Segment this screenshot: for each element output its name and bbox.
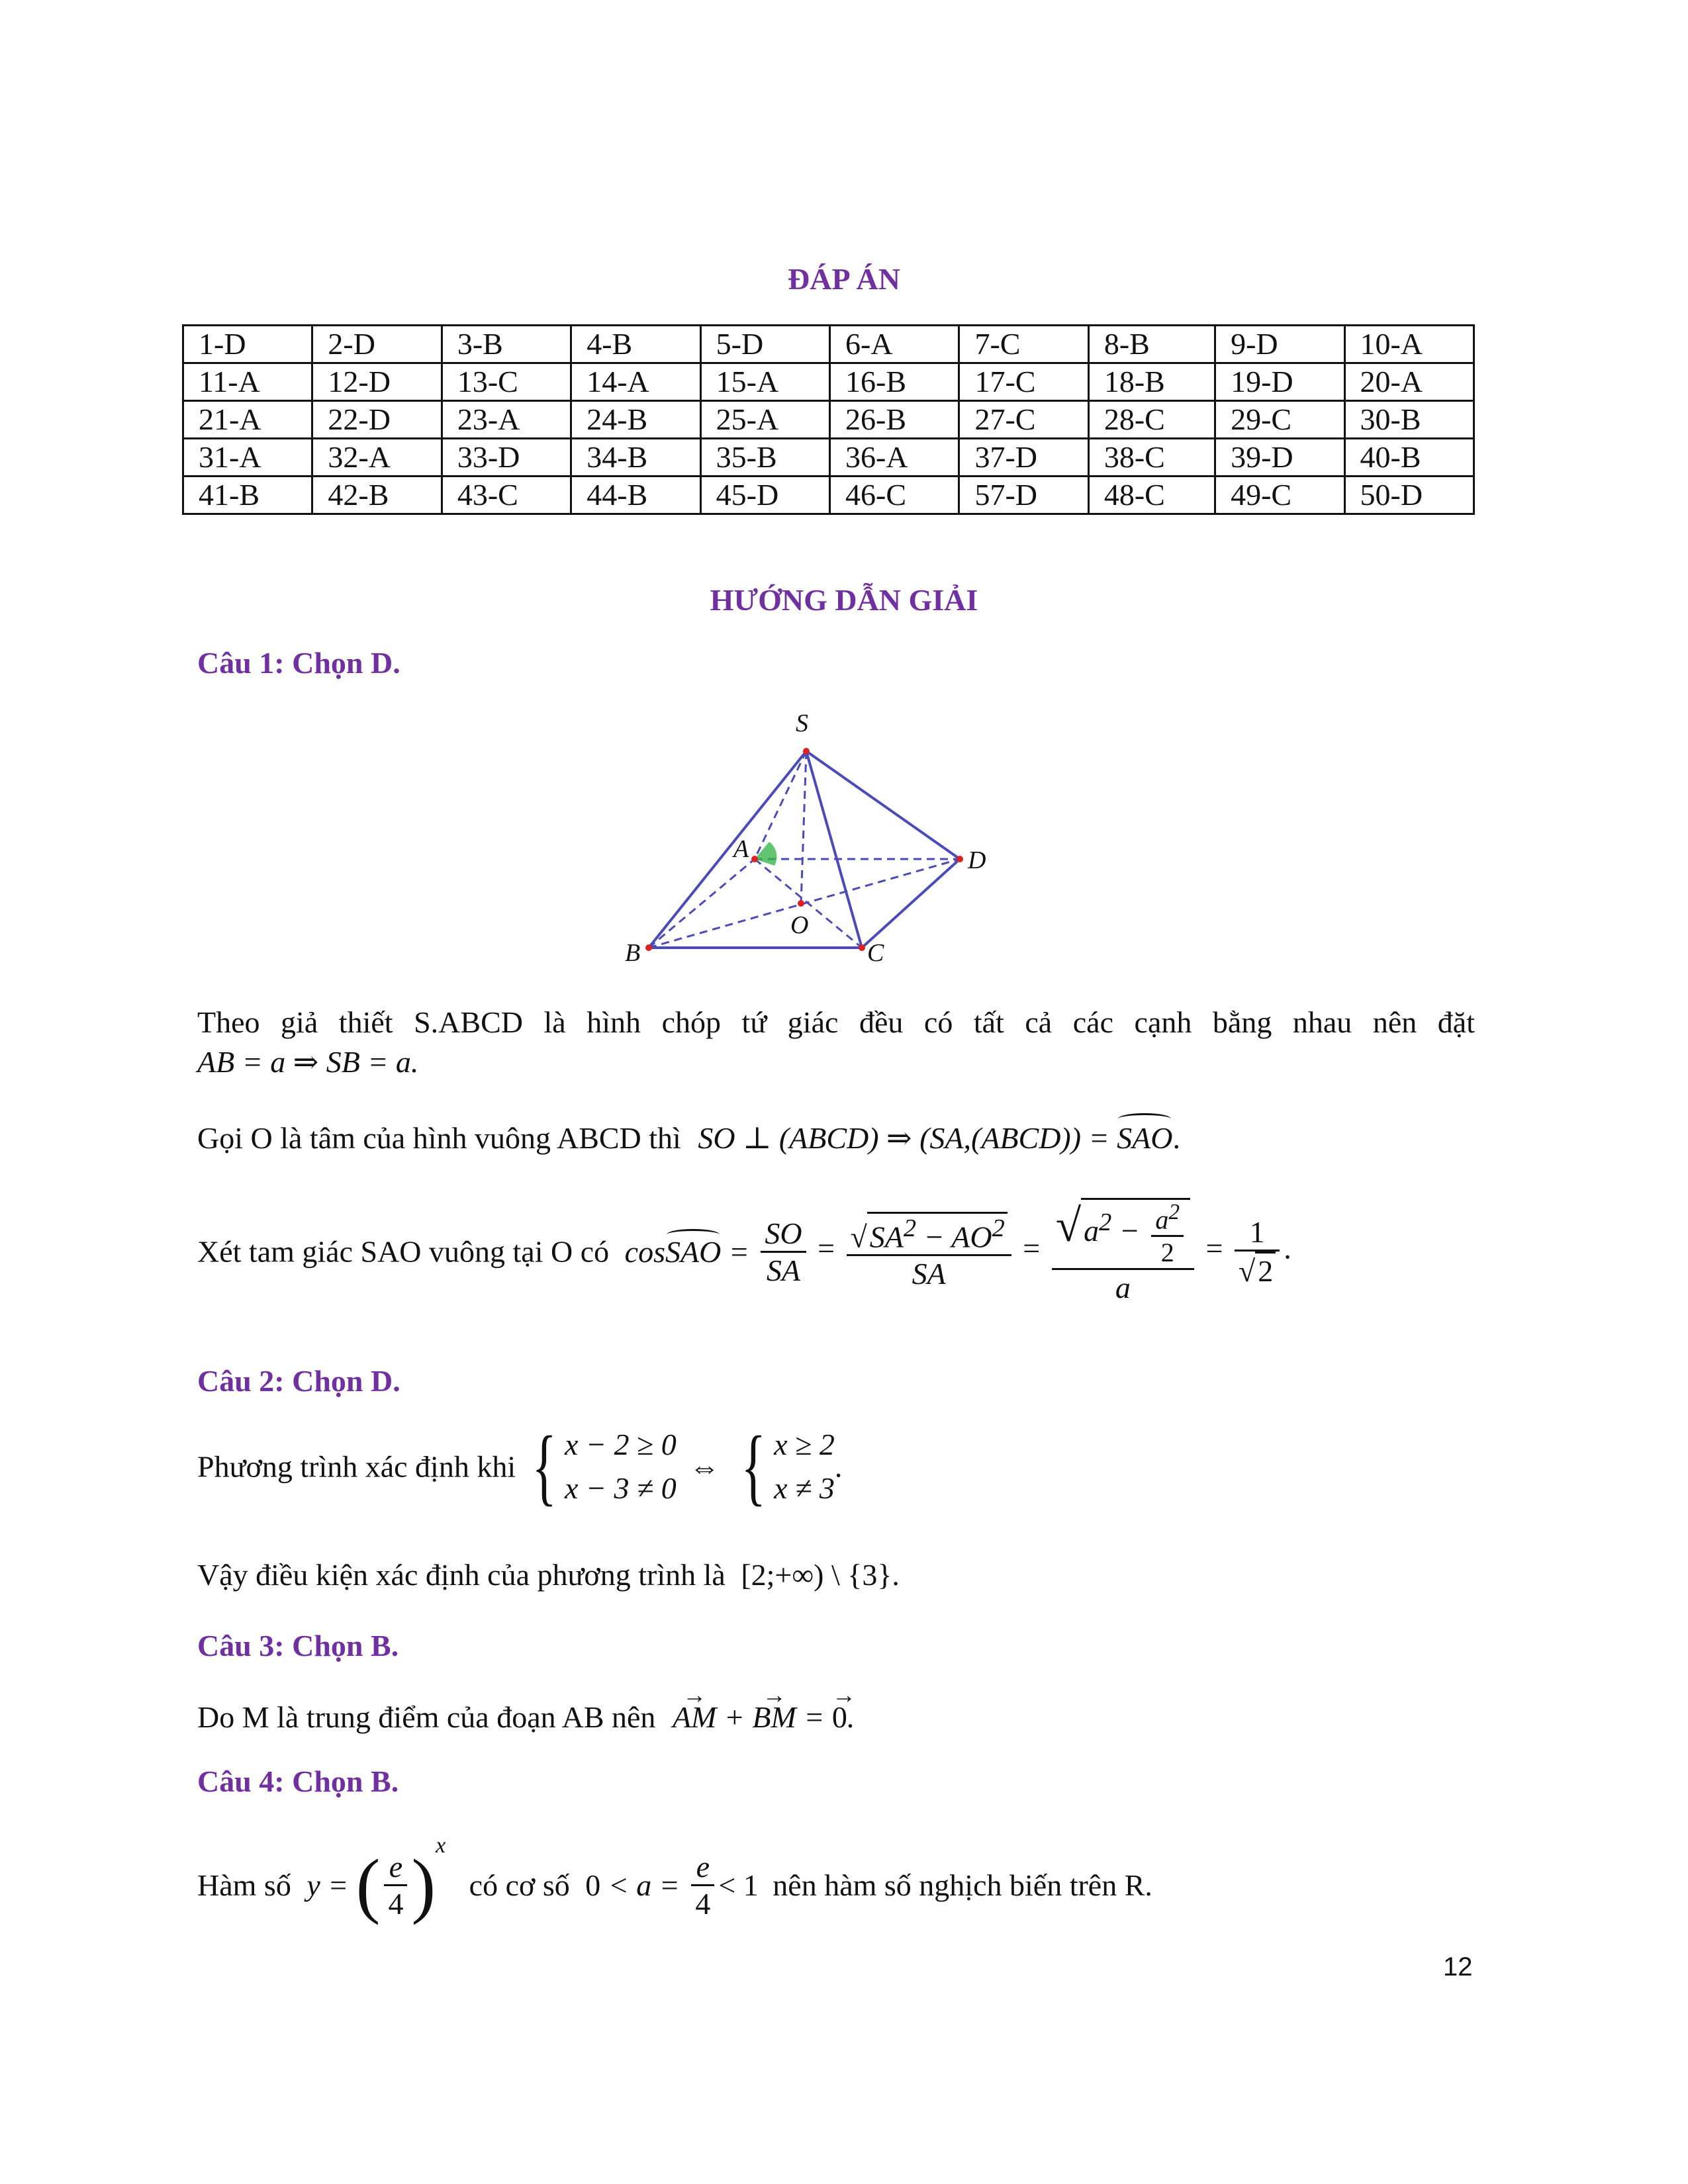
answer-cell: 23-A — [442, 401, 571, 439]
answer-cell: 48-C — [1088, 477, 1215, 514]
answer-cell: 22-D — [312, 401, 442, 439]
answer-cell: 44-B — [571, 477, 700, 514]
answer-row — [183, 477, 1474, 514]
q1-p3-text: Xét tam giác SAO vuông tại O có — [197, 1234, 610, 1269]
answer-cell: 45-D — [700, 477, 829, 514]
answer-cell: 27-C — [959, 401, 1088, 439]
answer-cell: 16-B — [830, 363, 959, 401]
q1-paragraph-1: Theo giả thiết S.ABCD là hình chóp tứ giác đều có tất cả các cạnh bằng nhau nên đặt — [197, 1005, 1475, 1039]
answer-cell: 24-B — [571, 401, 700, 439]
answer-cell: 35-B — [700, 439, 829, 477]
answer-row — [183, 363, 1474, 401]
answer-cell: 8-B — [1088, 326, 1215, 363]
answer-cell: 49-C — [1215, 477, 1344, 514]
q1-p2-text: Gọi O là tâm của hình vuông ABCD thì — [197, 1121, 681, 1155]
q4-paragraph-1: Hàm số y = ( $\frac{e}{4}$ )$^x$ có cơ số 0 < a = $\frac{e}{4}$ < 1 nên hàm số nghịch biến trên R. — [197, 1833, 1152, 1925]
answer-cell: 9-D — [1215, 326, 1344, 363]
answer-cell: 29-C — [1215, 401, 1344, 439]
label-s: S — [796, 709, 808, 737]
q1-math-1: AB = a ⇒ SB = a. — [197, 1045, 419, 1079]
label-d: D — [968, 846, 986, 874]
q2-sys1-row2: x − 3 ≠ 0 — [565, 1471, 677, 1505]
answer-cell: 28-C — [1088, 401, 1215, 439]
answer-cell: 40-B — [1344, 439, 1474, 477]
answer-cell: 57-D — [959, 477, 1088, 514]
answer-cell: 17-C — [959, 363, 1088, 401]
answer-cell: 36-A — [830, 439, 959, 477]
q4-p1a: Hàm số — [197, 1868, 291, 1902]
answer-cell: 46-C — [830, 477, 959, 514]
answer-cell: 18-B — [1088, 363, 1215, 401]
answer-cell: 15-A — [700, 363, 829, 401]
q3-paragraph-1: Do M là trung điểm của đoạn AB nên AM → + BM → = 0 →. — [197, 1698, 855, 1737]
guide-title: HƯỚNG DẪN GIẢI — [710, 583, 978, 617]
q1-paragraph-2: Gọi O là tâm của hình vuông ABCD thì SO ⊥ (ABCD) ⇒ (SA,(ABCD)) = SAO. — [197, 1118, 1180, 1158]
answer-cell: 50-D — [1344, 477, 1474, 514]
answer-cell: 5-D — [700, 326, 829, 363]
q2-paragraph-2 — [197, 1555, 900, 1595]
answer-cell: 6-A — [830, 326, 959, 363]
q2-heading: Câu 2: Chọn D. — [197, 1364, 400, 1398]
page-number: 12 — [1443, 1952, 1473, 1981]
q2-p2-math: [2;+∞) \ {3}. — [741, 1558, 900, 1592]
q1-p2-arc: SAO — [1117, 1118, 1172, 1158]
q1-p2-math: SO ⊥ (ABCD) ⇒ (SA,(ABCD)) = — [698, 1121, 1117, 1155]
q2-sys2-row1: x ≥ 2 — [774, 1428, 835, 1461]
q4-p1c: nên hàm số nghịch biến trên R. — [773, 1868, 1152, 1902]
answer-cell: 10-A — [1344, 326, 1474, 363]
answer-table — [182, 324, 1475, 515]
answer-cell: 41-B — [183, 477, 312, 514]
label-o: O — [790, 911, 809, 939]
answer-cell: 19-D — [1215, 363, 1344, 401]
answer-cell: 39-D — [1215, 439, 1344, 477]
label-a: A — [733, 835, 749, 863]
q3-heading: Câu 3: Chọn B. — [197, 1629, 399, 1662]
answer-cell: 37-D — [959, 439, 1088, 477]
answer-cell: 25-A — [700, 401, 829, 439]
answer-row — [183, 401, 1474, 439]
answer-key-title: ĐÁP ÁN — [788, 262, 900, 296]
answer-cell: 7-C — [959, 326, 1088, 363]
q1-heading: Câu 1: Chọn D. — [197, 646, 400, 680]
answer-cell: 31-A — [183, 439, 312, 477]
answer-cell: 34-B — [571, 439, 700, 477]
answer-cell: 30-B — [1344, 401, 1474, 439]
q4-p1b: có cơ số — [469, 1868, 570, 1902]
answer-cell: 26-B — [830, 401, 959, 439]
answer-cell: 12-D — [312, 363, 442, 401]
answer-cell: 32-A — [312, 439, 442, 477]
q1-paragraph-3: Xét tam giác SAO vuông tại O có cosSAO = $\frac{SO}{SA}$ = $\frac{√SA^2 - AO^2}{SA}$ = $√a^2$ − $\frac{a^2}{2}$ a = $\frac{1}{√2}$ . — [197, 1198, 1291, 1305]
answer-cell: 14-A — [571, 363, 700, 401]
answer-cell: 43-C — [442, 477, 571, 514]
q2-sys1-row1: x − 2 ≥ 0 — [565, 1428, 677, 1461]
answer-cell: 33-D — [442, 439, 571, 477]
answer-cell: 38-C — [1088, 439, 1215, 477]
answer-cell: 4-B — [571, 326, 700, 363]
answer-cell: 11-A — [183, 363, 312, 401]
q4-heading: Câu 4: Chọn B. — [197, 1764, 399, 1798]
q2-p2-text: Vậy điều kiện xác định của phương trình là — [197, 1558, 726, 1592]
answer-cell: 21-A — [183, 401, 312, 439]
answer-cell: 2-D — [312, 326, 442, 363]
answer-row — [183, 326, 1474, 363]
answer-cell: 42-B — [312, 477, 442, 514]
answer-row — [183, 439, 1474, 477]
label-c: C — [867, 939, 884, 967]
q2-sys2-row2: x ≠ 3 — [774, 1471, 835, 1505]
answer-cell: 3-B — [442, 326, 571, 363]
answer-cell: 13-C — [442, 363, 571, 401]
q3-p1-text: Do M là trung điểm của đoạn AB nên — [197, 1700, 656, 1734]
q2-paragraph-1: Phương trình xác định khi { x − 2 ≥ 0 x − 3 ≠ 0 ⇔ { x ≥ 2 x ≠ 3 . — [197, 1419, 843, 1514]
q2-p1-text: Phương trình xác định khi — [197, 1449, 516, 1484]
answer-cell: 1-D — [183, 326, 312, 363]
answer-cell: 20-A — [1344, 363, 1474, 401]
pyramid-figure — [616, 702, 1026, 979]
label-b: B — [625, 939, 641, 967]
